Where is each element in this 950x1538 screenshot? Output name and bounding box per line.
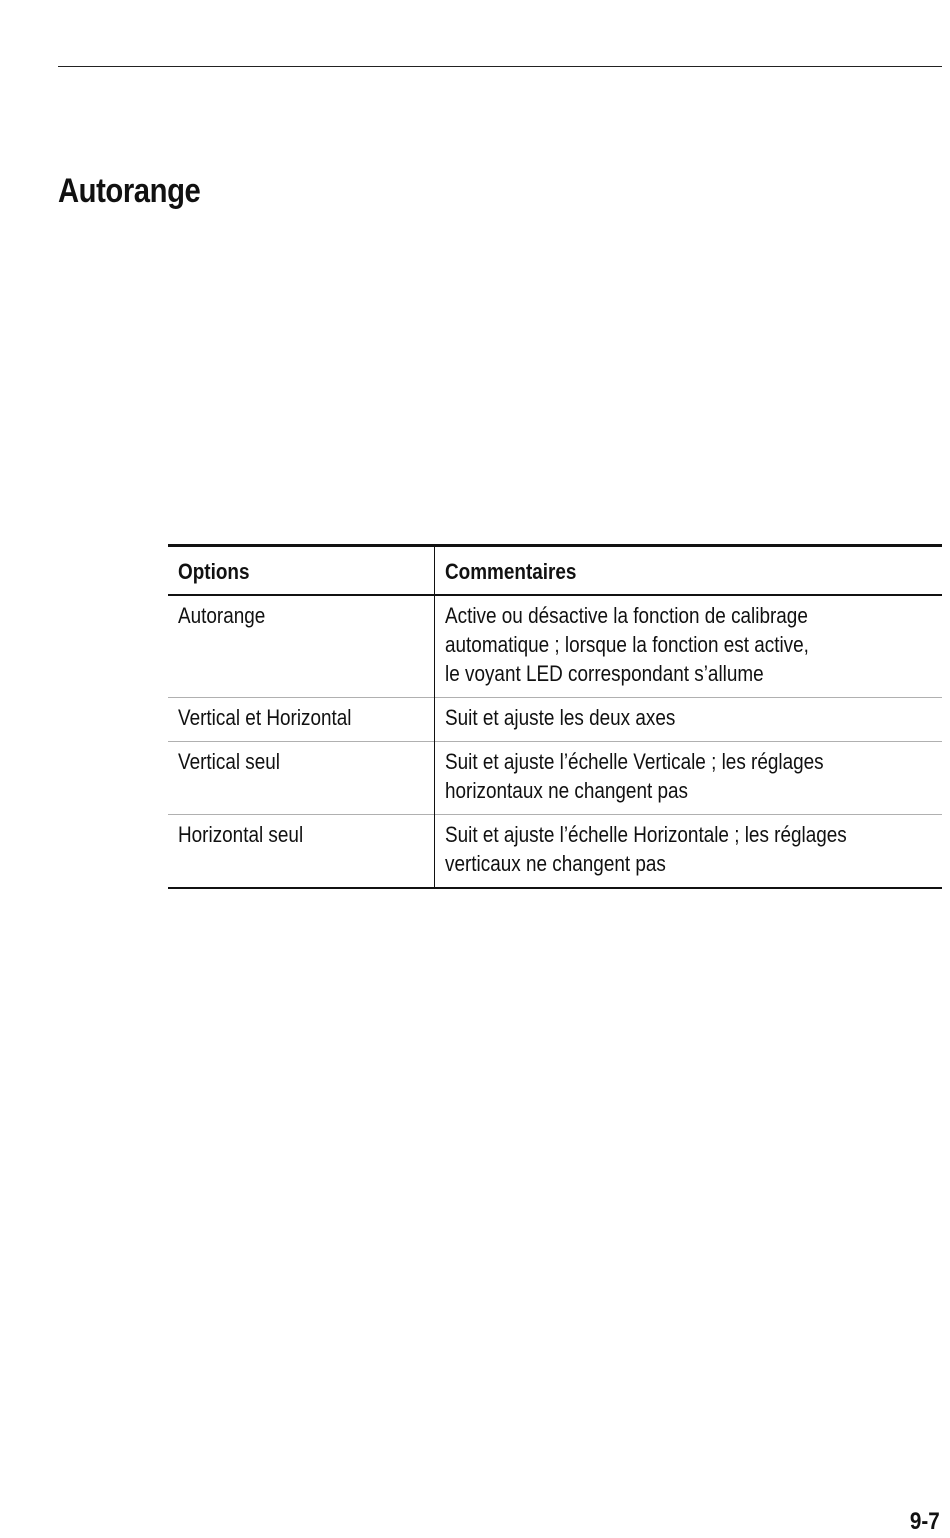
options-table <box>168 544 942 889</box>
comment-cell <box>435 698 943 742</box>
option-label: Autorange <box>178 603 266 628</box>
comment-cell <box>435 815 943 889</box>
table-row <box>168 742 942 815</box>
comment-line: le voyant LED correspondant s’allume <box>445 661 764 686</box>
column-header-comments: Commentaires <box>445 559 577 584</box>
table-row <box>168 595 942 698</box>
table-row <box>168 815 942 889</box>
option-label: Vertical et Horizontal <box>178 705 352 730</box>
table-header <box>168 546 942 596</box>
page-number: 9-7 <box>910 1508 940 1535</box>
comment-text <box>445 703 675 732</box>
comment-line: verticaux ne changent pas <box>445 851 666 876</box>
comment-text <box>445 747 824 805</box>
header-rule <box>58 66 942 67</box>
option-label: Vertical seul <box>178 749 281 774</box>
table-header-row <box>168 546 942 596</box>
comment-line: Suit et ajuste l’échelle Horizontale ; les réglages <box>445 822 847 847</box>
option-cell <box>168 698 435 742</box>
comment-line: Suit et ajuste les deux axes <box>445 705 676 730</box>
option-label: Horizontal seul <box>178 822 304 847</box>
column-header-options: Options <box>168 546 435 596</box>
option-cell <box>168 595 435 698</box>
option-cell <box>168 815 435 889</box>
table-body <box>168 595 942 888</box>
comment-cell <box>435 595 943 698</box>
option-cell <box>168 742 435 815</box>
page-title: Autorange <box>58 172 201 210</box>
comment-cell <box>435 742 943 815</box>
table-row <box>168 698 942 742</box>
comment-text <box>445 601 809 688</box>
comment-line: Suit et ajuste l’échelle Verticale ; les réglages <box>445 749 824 774</box>
comment-line: automatique ; lorsque la fonction est active, <box>445 632 809 657</box>
comment-line: Active ou désactive la fonction de calibrage <box>445 603 808 628</box>
comment-line: horizontaux ne changent pas <box>445 778 688 803</box>
comment-text <box>445 820 847 878</box>
